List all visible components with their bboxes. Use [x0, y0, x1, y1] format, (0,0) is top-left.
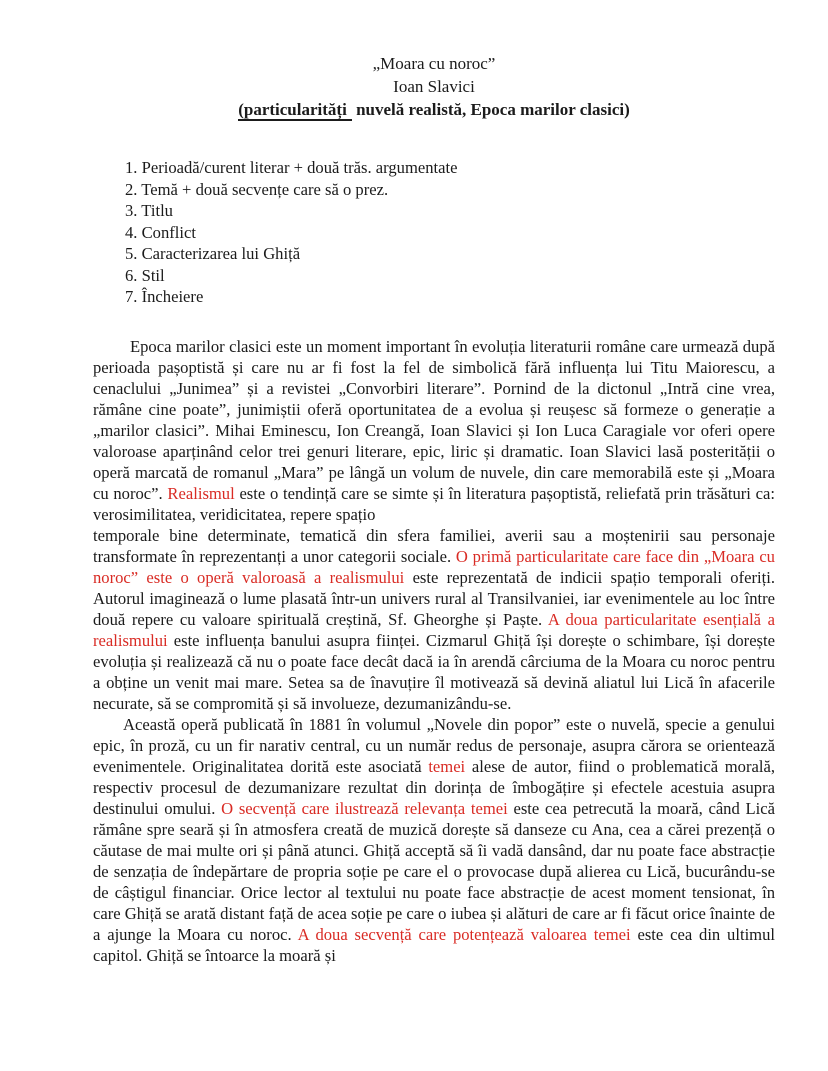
text-run: Epoca marilor clasici este un moment important în evoluția literaturii române care urmează după perioada pașoptistă și care nu ar fi fost la fel de simbolică fără influența lui Titu Maiorescu, a cenaclului „Junimea” și a revistei „Convorbiri literare”. Pornind de la dictonul „Intră cine vrea, rămâne cine poate”, junimiștii oferă oportunitatea de a evolua și reușesc să formeze o generație a „marilor clasici”. Mihai Eminescu, Ion Creangă, Ioan Slavici și Ion Luca Caragiale vor oferi opere valoroase aparținând celor trei genuri literare, epic, liric și dramatic. Ioan Slavici lasă posterității o operă marcată de romanul „Mara” pe lângă un volum de nuvele, din care memorabilă este și „Moara cu noroc”. [93, 336, 775, 503]
outline-item-7: 7. Încheiere [125, 287, 204, 306]
outline-item-1: 1. Perioadă/curent literar + două trăs. argumentate [125, 158, 458, 177]
outline-list [125, 157, 775, 308]
paragraph-1 [93, 336, 775, 714]
text-run: este cea petrecută la moară, când Lică rămâne spre seară și în atmosfera creată de muzică dorește să danseze cu Ana, cea a cărei prezență o căutase de mai multe ori și până atunci. Ghiță acceptă să îi vadă dansând, dar nu poate face abstracție de senzația de îndepărtare de propria soție pe care el o provocase după alierea cu Lică, bucurându-se de câștigul financiar. Orice lector al textului nu poate face abstracție de acest moment tensionat, în care Ghiță se arată distant față de acea soție pe care o iubea și alături de care ar fi făcut orice înainte de a ajunge la Moara cu noroc. [93, 798, 775, 944]
subtitle-underlined-text: (particularități [238, 100, 352, 121]
text-run: este cea din ultimul capitol. Ghiță se întoarce la moară și [93, 924, 775, 965]
highlighted-text-run: O primă particularitate care face din „Moara cu noroc” este o operă valoroasă a realismului [93, 546, 775, 587]
text-run: este influența banului asupra ființei. Cizmarul Ghiță își dorește o schimbare, își dorește evoluția și realizează că nu o poate face decât dacă ia în arendă cârciuma de la Moara cu noroc pentru a obține un venit mai mare. Setea sa de înavuțire îl motivează să devină aliatul lui Lică în afacerile necurate, să se compromită și să involueze, dezumanizându-se. [93, 630, 775, 713]
highlighted-text-run: O secvență care ilustrează relevanța temei [221, 798, 508, 818]
text-run: temporale bine determinate, tematică din sfera familiei, averii sau a moștenirii sau personaje transformate în reprezentanți a unor categorii sociale. [93, 525, 775, 566]
highlighted-text-run: temei [428, 756, 466, 776]
text-run: este reprezentată de indicii spațio temporali oferiți. Autorul imaginează o lume plasată într-un univers rural al Transilvaniei, iar evenimentele au loc între două repere cu valoare spirituală creștină, Sf. Gheorghe și Paște. [93, 567, 775, 629]
outline-item-4: 4. Conflict [125, 222, 196, 242]
essay-body [93, 336, 775, 966]
subtitle-rest-text: nuvelă realistă, Epoca marilor clasici) [351, 100, 630, 119]
text-run: este o tendință care se simte și în literatura pașoptistă, reliefată prin trăsături ca: verosimilitatea, veridicitatea, repere spațio [93, 483, 775, 524]
title-block [93, 52, 775, 121]
outline-item-6: 6. Stil [125, 265, 165, 285]
text-run: Această operă publicată în 1881 în volumul „Novele din popor” este o nuvelă, specie a genului epic, în proză, cu un fir narativ central, cu un număr redus de personaje, asupra cărora se orientează evenimentele. Originalitatea dorită este asociată [93, 714, 775, 776]
text-run: alese de autor, fiind o problematică morală, respectiv procesul de dezumanizare rezultat din dorința de îmbogățire și efectele acestuia asupra destinului omului. [93, 756, 775, 818]
outline-item-2: 2. Temă + două secvențe care să o prez. [125, 179, 389, 199]
document-author: Ioan Slavici [393, 77, 475, 96]
outline-item-5: 5. Caracterizarea lui Ghiță [125, 244, 301, 263]
highlighted-text-run: A doua particularitate esențială a realismului [93, 609, 775, 650]
document-title: „Moara cu noroc” [372, 54, 496, 73]
document-subtitle [93, 98, 775, 121]
outline-item-3: 3. Titlu [125, 201, 173, 220]
highlighted-text-run: Realismul [167, 483, 235, 503]
highlighted-text-run: A doua secvență care potențează valoarea temei [297, 924, 631, 944]
paragraph-2 [93, 714, 775, 966]
